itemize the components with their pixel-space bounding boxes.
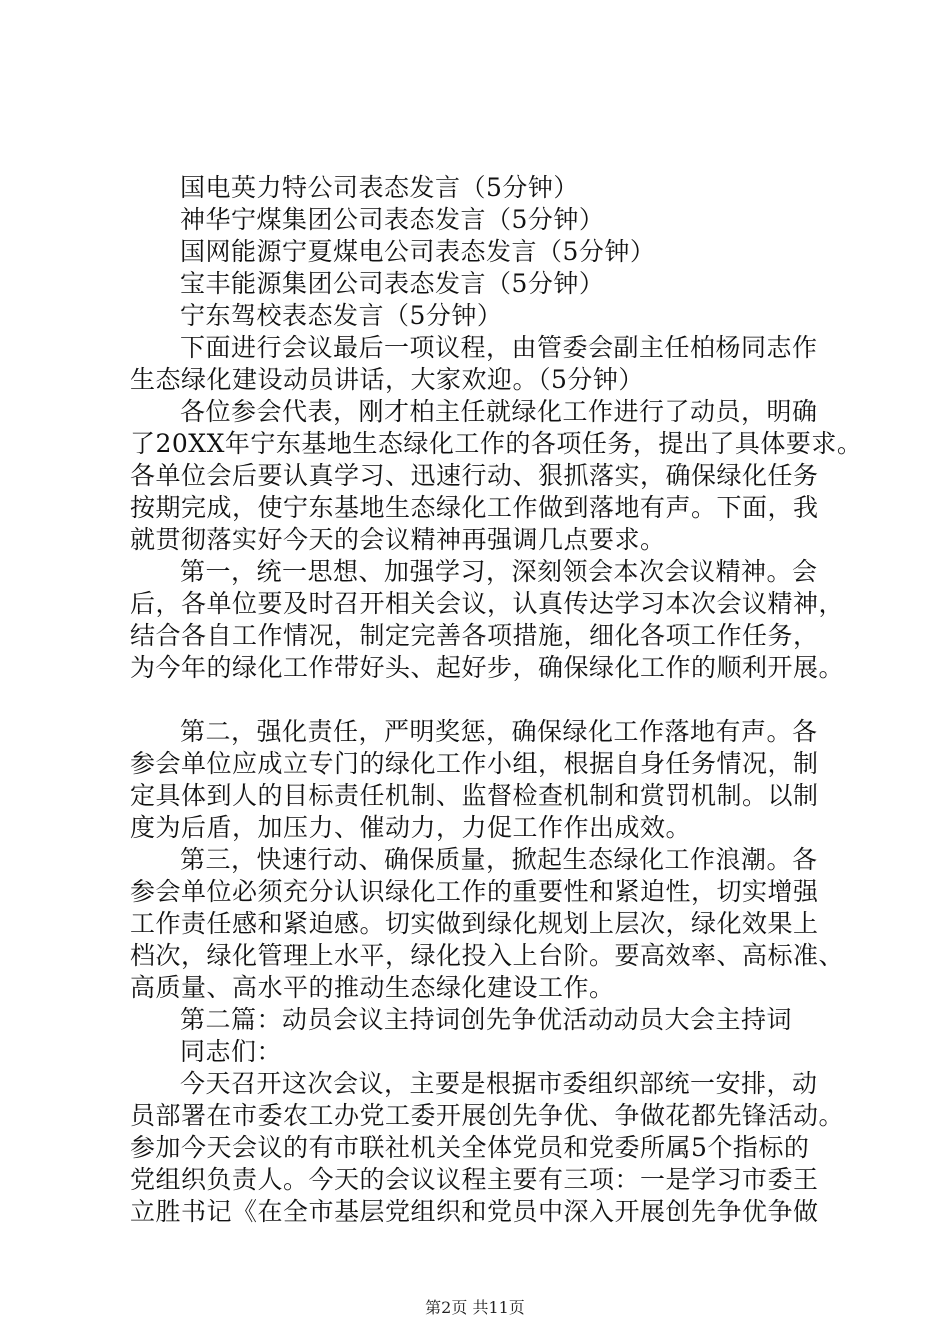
text-line: 定具体到人的目标责任机制、监督检查机制和赏罚机制。以制 xyxy=(130,781,819,810)
text-line: 按期完成，使宁东基地生态绿化工作做到落地有声。下面，我 xyxy=(130,493,819,522)
text-line: 员部署在市委农工办党工委开展创先争优、争做花都先锋活动。 xyxy=(130,1101,845,1130)
text-line: 宁东驾校表态发言（5分钟） xyxy=(180,301,503,330)
text-line: 后，各单位要及时召开相关会议，认真传达学习本次会议精神， xyxy=(130,589,845,618)
text-line: 第三，快速行动、确保质量，掀起生态绿化工作浪潮。各 xyxy=(180,845,818,874)
text-line: 立胜书记《在全市基层党组织和党员中深入开展创先争优争做 xyxy=(130,1197,819,1226)
document-body xyxy=(130,172,863,1228)
text-line: 今天召开这次会议，主要是根据市委组织部统一安排，动 xyxy=(180,1069,818,1098)
page-number-footer: 第2页 共11页 xyxy=(425,1298,525,1317)
text-line: 生态绿化建设动员讲话，大家欢迎。（5分钟） xyxy=(130,365,644,394)
text-line: 高质量、高水平的推动生态绿化建设工作。 xyxy=(130,973,615,1002)
text-line: 党组织负责人。今天的会议议程主要有三项：一是学习市委王 xyxy=(130,1165,819,1194)
text-line: 参加今天会议的有市联社机关全体党员和党委所属5个指标的 xyxy=(130,1133,810,1162)
text-line: 国网能源宁夏煤电公司表态发言（5分钟） xyxy=(180,237,656,266)
text-line: 各单位会后要认真学习、迅速行动、狠抓落实，确保绿化任务 xyxy=(130,461,819,490)
paragraph-gap xyxy=(130,684,830,716)
text-line: 下面进行会议最后一项议程，由管委会副主任柏杨同志作 xyxy=(180,333,818,362)
text-line: 度为后盾，加压力、催动力，力促工作作出成效。 xyxy=(130,813,692,842)
text-line: 参会单位必须充分认识绿化工作的重要性和紧迫性，切实增强 xyxy=(130,877,819,906)
text-line: 第一，统一思想、加强学习，深刻领会本次会议精神。会 xyxy=(180,557,818,586)
text-line: 各位参会代表，刚才柏主任就绿化工作进行了动员，明确 xyxy=(180,397,818,426)
text-line: 档次，绿化管理上水平，绿化投入上台阶。要高效率、高标准、 xyxy=(130,941,845,970)
text-line: 第二，强化责任，严明奖惩，确保绿化工作落地有声。各 xyxy=(180,717,818,746)
salutation: 同志们： xyxy=(180,1037,283,1066)
text-line: 神华宁煤集团公司表态发言（5分钟） xyxy=(180,205,605,234)
text-line: 参会单位应成立专门的绿化工作小组，根据自身任务情况，制 xyxy=(130,749,819,778)
section-heading: 第二篇：动员会议主持词创先争优活动动员大会主持词 xyxy=(180,1005,793,1034)
text-line: 宝丰能源集团公司表态发言（5分钟） xyxy=(180,269,605,298)
text-line: 国电英力特公司表态发言（5分钟） xyxy=(180,173,579,202)
text-line: 为今年的绿化工作带好头、起好步，确保绿化工作的顺利开展。 xyxy=(130,653,845,682)
text-line: 了20XX年宁东基地生态绿化工作的各项任务，提出了具体要求。 xyxy=(130,429,863,458)
text-line: 结合各自工作情况，制定完善各项措施，细化各项工作任务， xyxy=(130,621,819,650)
text-line: 工作责任感和紧迫感。切实做到绿化规划上层次，绿化效果上 xyxy=(130,909,819,938)
text-line: 就贯彻落实好今天的会议精神再强调几点要求。 xyxy=(130,525,666,554)
